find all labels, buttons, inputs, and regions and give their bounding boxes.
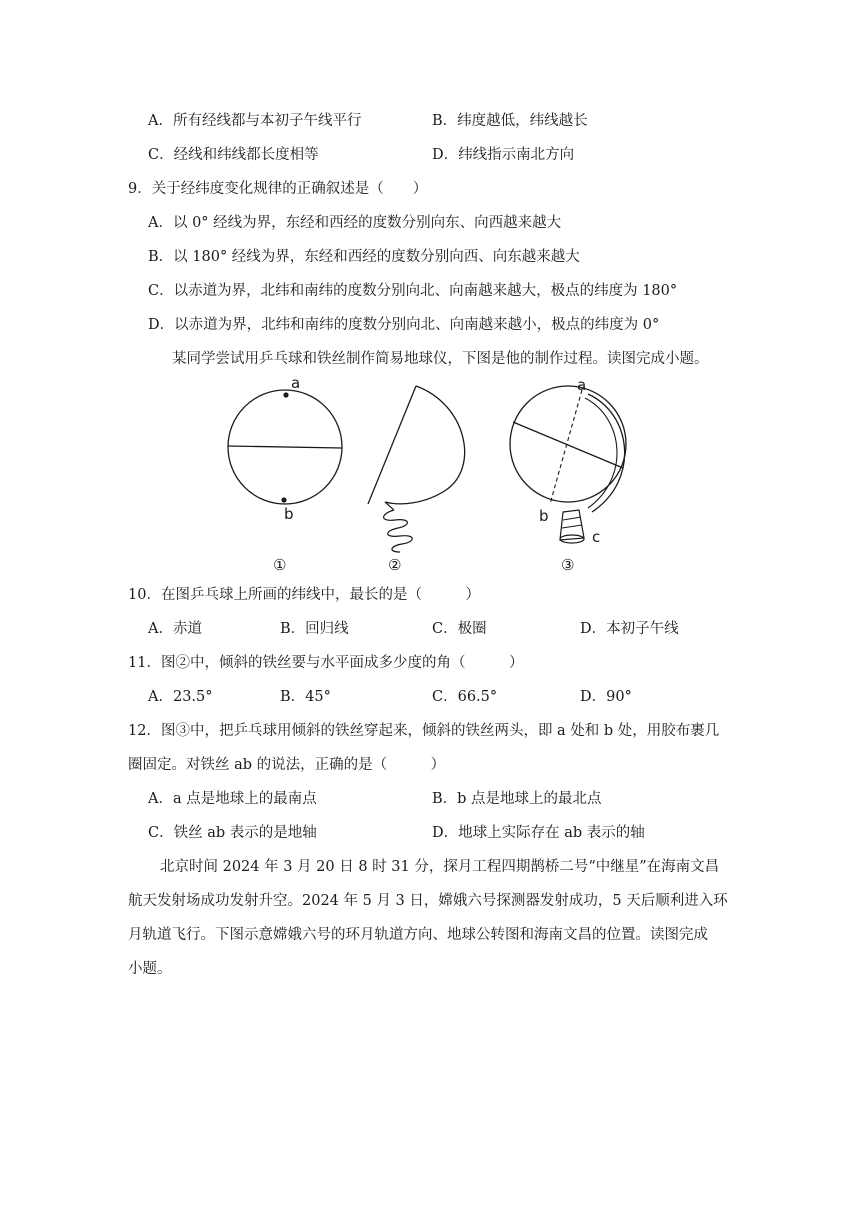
caption-3: ③: [561, 556, 575, 574]
label-a-3: a: [577, 376, 587, 394]
q10-option-c: C．极圈: [432, 621, 487, 637]
q8-option-d: D．纬线指示南北方向: [432, 147, 575, 163]
q12-option-a: A．a 点是地球上的最南点: [148, 791, 317, 807]
caption-2: ②: [388, 556, 402, 574]
q8-option-b: B．纬度越低，纬线越长: [432, 113, 588, 129]
ball-3-axis: [550, 390, 582, 504]
q9-option-c: C．以赤道为界，北纬和南纬的度数分别向北、向南越来越大，极点的纬度为 180°: [148, 283, 678, 299]
q10-stem: 10．在图乒乓球上所画的纬线中，最长的是（ ）: [128, 587, 480, 603]
q12-option-b: B．b 点是地球上的最北点: [432, 791, 602, 807]
label-a-1: a: [291, 374, 301, 392]
q12-stem-line1: 12．图③中，把乒乓球用倾斜的铁丝穿起来，倾斜的铁丝两头，即 a 处和 b 处，用胶布裹几: [128, 723, 720, 739]
q11-option-d: D．90°: [580, 689, 632, 705]
ball-3-equator: [513, 422, 623, 468]
q10-option-d: D．本初子午线: [580, 621, 679, 637]
passage-line-2: 航天发射场成功发射升空。2024 年 5 月 3 日，嫦娥六号探测器发射成功，5 天后顺利进入环: [128, 893, 728, 909]
q9-stem: 9．关于经纬度变化规律的正确叙述是（ ）: [128, 181, 428, 197]
q12-option-d: D．地球上实际存在 ab 表示的轴: [432, 825, 645, 841]
q11-stem: 11．图②中，倾斜的铁丝要与水平面成多少度的角（ ）: [128, 655, 524, 671]
q8-option-a: A．所有经线都与本初子午线平行: [148, 113, 362, 129]
wire-coil-base: [384, 510, 413, 552]
q10-option-b: B．回归线: [280, 621, 349, 637]
q10-option-a: A．赤道: [148, 621, 202, 637]
q9-option-d: D．以赤道为界，北纬和南纬的度数分别向北、向南越来越小，极点的纬度为 0°: [148, 317, 660, 333]
label-c-3: c: [592, 528, 601, 546]
q11-option-a: A．23.5°: [148, 689, 213, 705]
q8-option-c: C．经线和纬线都长度相等: [148, 147, 319, 163]
globe-figure-svg: [220, 382, 640, 574]
wire-half-ring: [385, 386, 465, 504]
q12-stem-line2: 圈固定。对铁丝 ab 的说法，正确的是（ ）: [128, 757, 446, 773]
label-b-1: b: [284, 505, 294, 523]
globe-intro: 某同学尝试用乒乓球和铁丝制作简易地球仪，下图是他的制作过程。读图完成小题。: [172, 351, 709, 367]
point-b-1: [281, 497, 286, 502]
tilted-wire: [368, 386, 416, 504]
q12-option-c: C．铁丝 ab 表示的是地轴: [148, 825, 317, 841]
point-a-1: [283, 392, 288, 397]
ball-1-equator: [228, 446, 342, 448]
q9-option-a: A．以 0° 经线为界，东经和西经的度数分别向东、向西越来越大: [148, 215, 562, 231]
q11-option-c: C．66.5°: [432, 689, 498, 705]
label-b-3: b: [539, 507, 549, 525]
passage-line-3: 月轨道飞行。下图示意嫦娥六号的环月轨道方向、地球公转图和海南文昌的位置。读图完成: [128, 927, 708, 943]
caption-1: ①: [273, 556, 287, 574]
q11-option-b: B．45°: [280, 689, 331, 705]
passage-line-4: 小题。: [128, 961, 172, 977]
passage-line-1: 北京时间 2024 年 3 月 20 日 8 时 31 分，探月工程四期鹊桥二号“中继星”在海南文昌: [160, 859, 720, 875]
q9-option-b: B．以 180° 经线为界，东经和西经的度数分别向西、向东越来越大: [148, 249, 580, 265]
globe-making-figure: [220, 374, 640, 574]
ball-3-frame-outer: [588, 394, 625, 512]
